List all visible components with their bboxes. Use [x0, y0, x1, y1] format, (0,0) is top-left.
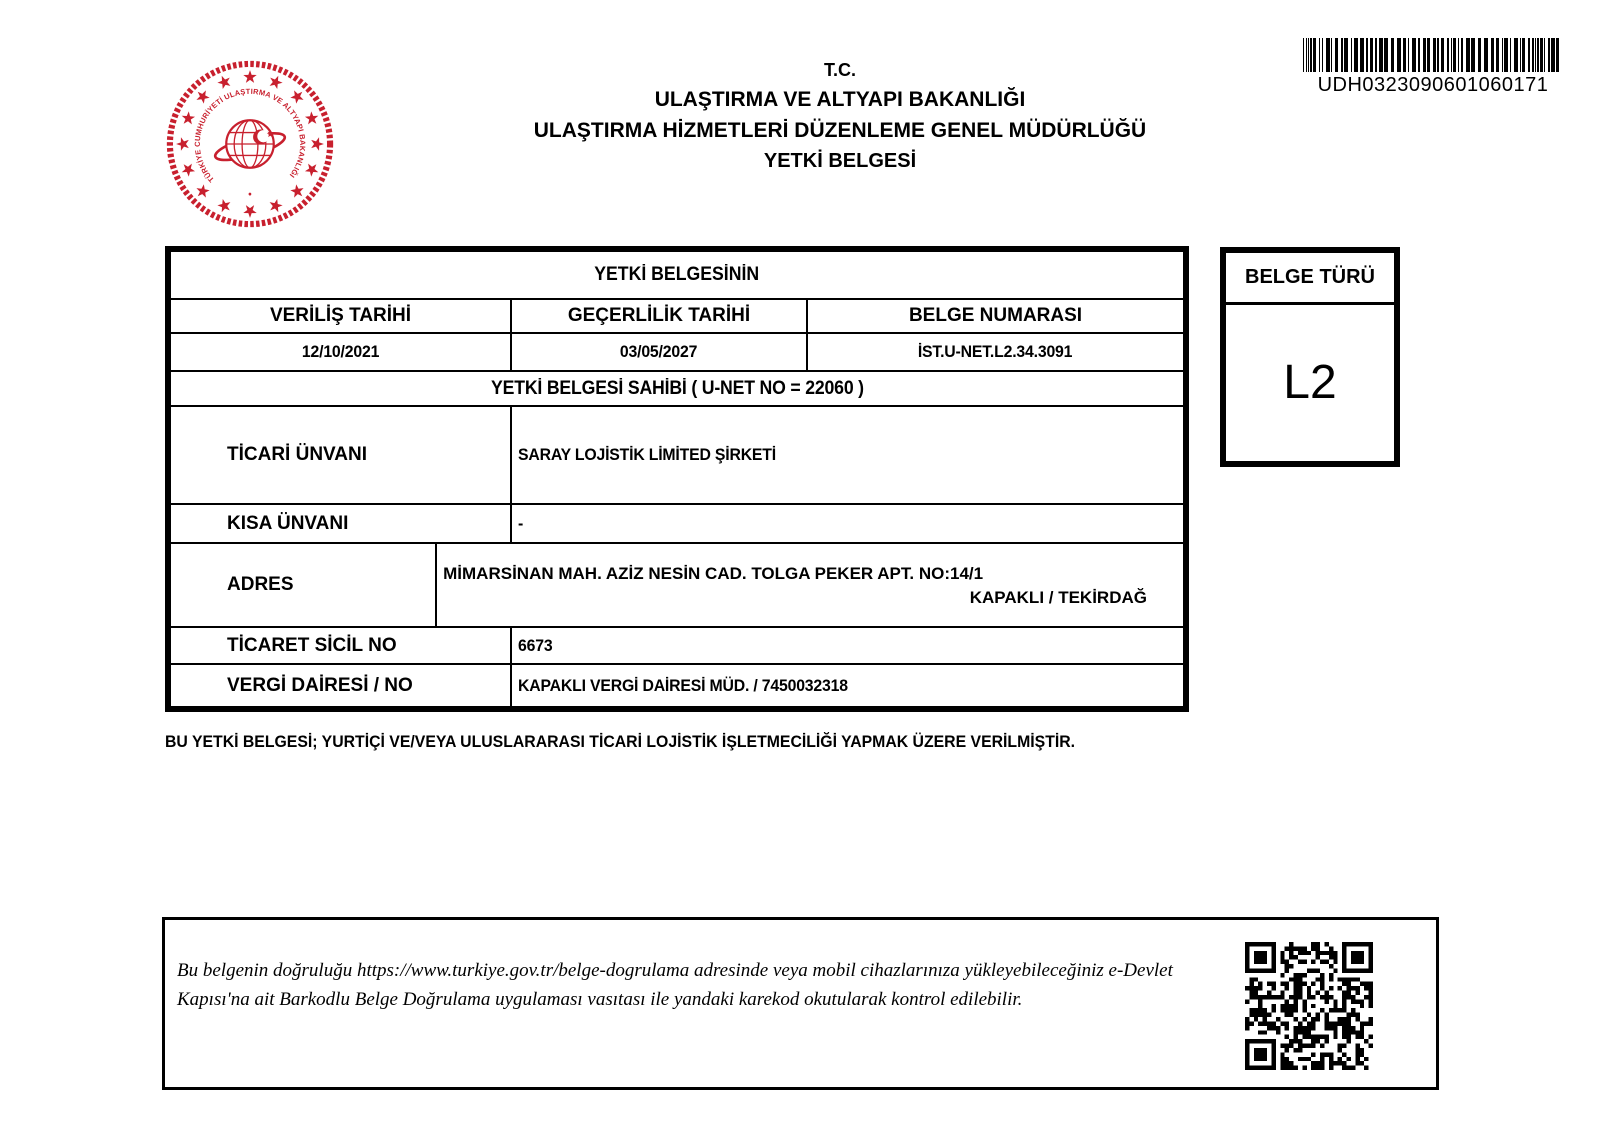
validity-date-value: 03/05/2027 — [620, 342, 698, 361]
kisa-unvani-label: KISA ÜNVANI — [171, 505, 512, 542]
table-row-ticari-unvani — [171, 405, 1183, 503]
ministry-seal-logo — [162, 56, 338, 232]
belge-turu-value: L2 — [1283, 356, 1337, 409]
adres-value-block — [437, 562, 1183, 609]
kisa-unvani-value: - — [518, 513, 524, 533]
certificate-table — [165, 246, 1189, 712]
vergi-dairesi-value: KAPAKLI VERGİ DAİRESİ MÜD. / 7450032318 — [518, 675, 848, 695]
table-values-row — [171, 332, 1183, 370]
belge-turu-label: BELGE TÜRÜ — [1226, 253, 1394, 305]
barcode-icon — [1303, 38, 1561, 72]
ticaret-sicil-value: 6673 — [518, 635, 553, 655]
col-header-document-number: BELGE NUMARASI — [908, 305, 1083, 326]
table-row-kisa-unvani — [171, 503, 1183, 542]
seal-globe — [213, 120, 287, 168]
authorization-note: BU YETKİ BELGESİ; YURTİÇİ VE/VEYA ULUSLARARASI TİCARİ LOJİSTİK İŞLETMECİLİĞİ YAPMAK ÜZERE VERİLMİŞTİR. — [165, 732, 1076, 751]
adres-label: ADRES — [171, 543, 437, 627]
seal-circular-text: TÜRKİYE CUMHURİYETİ ULAŞTIRMA VE ALTYAPI BAKANLIĞI — [192, 86, 308, 185]
ticari-unvani-label: TİCARİ ÜNVANI — [171, 407, 512, 503]
adres-value: MİMARSİNAN MAH. AZİZ NESİN CAD. TOLGA PEKER APT. NO:14/1 — [443, 563, 984, 583]
seal-dot: • — [248, 189, 252, 201]
adres-city-value: KAPAKLI / TEKİRDAĞ — [969, 588, 1147, 608]
verification-box — [162, 917, 1439, 1090]
table-title-row — [171, 252, 1183, 298]
col-header-issue-date: VERİLİŞ TARİHİ — [171, 300, 512, 332]
header-ministry: ULAŞTIRMA VE ALTYAPI BAKANLIĞI — [654, 88, 1026, 111]
owner-header-row — [171, 370, 1183, 405]
ticaret-sicil-label: TİCARET SİCİL NO — [171, 628, 512, 663]
table-row-adres — [171, 542, 1183, 626]
ticari-unvani-value: SARAY LOJİSTİK LİMİTED ŞİRKETİ — [518, 445, 776, 464]
header-directorate: ULAŞTIRMA HİZMETLERİ DÜZENLEME GENEL MÜDÜRLÜĞÜ — [533, 119, 1147, 142]
table-header-row — [171, 298, 1183, 332]
table-title: YETKİ BELGESİNİN — [594, 264, 760, 285]
header-doc-type: YETKİ BELGESİ — [763, 150, 917, 172]
issue-date-value: 12/10/2021 — [301, 342, 380, 361]
table-row-vergi-dairesi — [171, 663, 1183, 706]
verification-text: Bu belgenin doğruluğu https://www.turkiye.gov.tr/belge-dogrulama adresinde veya mobil cihazlarınıza yükleyebileceğiniz e-Devlet Kapısı'na ait Barkodlu Belge Doğrulama uygulaması vasıtası ile yandaki karekod okutularak kontrol edilebilir. — [177, 960, 1173, 1011]
barcode-number: UDH0323090601060171 — [1317, 74, 1549, 96]
document-number-value: İST.U-NET.L2.34.3091 — [918, 342, 1073, 361]
document-header — [440, 60, 1240, 173]
header-tc: T.C. — [823, 60, 856, 80]
belge-turu-box — [1220, 247, 1400, 467]
col-header-validity-date: GEÇERLİLİK TARİHİ — [512, 300, 808, 332]
qr-code-icon — [1245, 942, 1373, 1070]
table-row-ticaret-sicil — [171, 626, 1183, 663]
barcode-block — [1303, 38, 1563, 97]
owner-header: YETKİ BELGESİ SAHİBİ ( U-NET NO = 22060 ) — [490, 377, 864, 399]
vergi-dairesi-label: VERGİ DAİRESİ / NO — [171, 665, 512, 706]
